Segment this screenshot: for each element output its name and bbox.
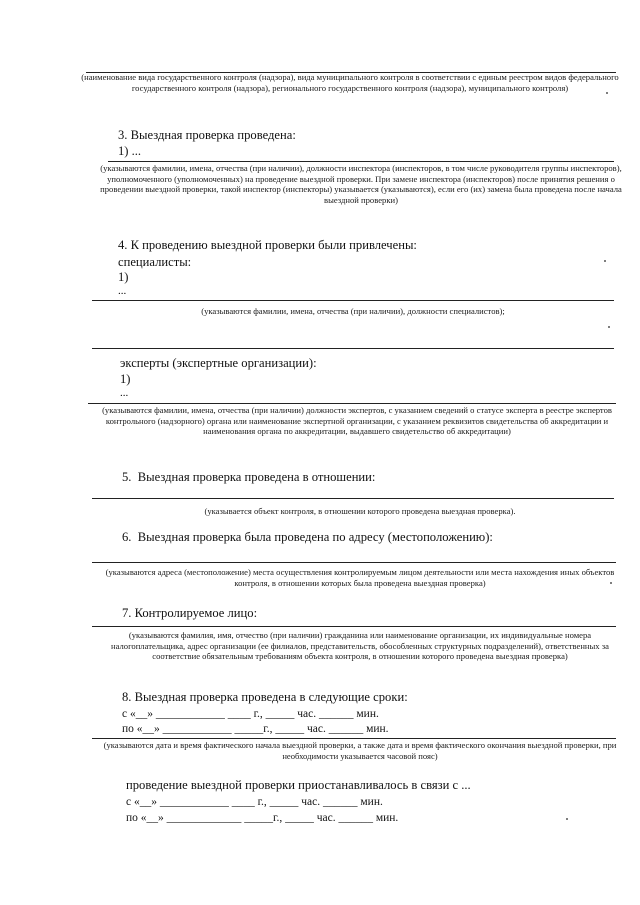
section-8-to-line: по «__» ____________ _____г., _____ час. ______ мин. [122,723,389,735]
section-8-from-line: с «__» ____________ ____ г., _____ час. ______ мин. [122,708,379,720]
experts-more: ... [120,387,129,399]
experts-caption: (указываются фамилии, имена, отчества (при наличии) должности экспертов, с указанием сведений о статусе эксперта в реестре экспертов контрольного (надзорного) органа или наименование экспертной организации, с указанием реквизитов свидетельства об аккредитации и наименования органа по аккредитации, выдавшего свидетельство об аккредитации) [102,405,612,437]
experts-label: эксперты (экспертные организации): [120,356,317,370]
section-6-title: 6. Выездная проверка была проведена по адресу (местоположению): [122,530,493,544]
experts-item: 1) [120,372,131,386]
header-caption: (наименование вида государственного контроля (надзора), вида муниципального контроля в соответствии с единым реестром видов федерального государственного контроля (надзора), регионального государственного контроля (надзора), муниципального контроля) [81,72,619,93]
section-7-title: 7. Контролируемое лицо: [122,606,258,620]
specialists-more: ... [118,285,127,297]
section-4-title: 4. К проведению выездной проверки были привлечены: [118,238,417,252]
suspension-to-line: по «__» _____________ _____г., _____ час. ______ мин. [126,812,399,824]
section-5-title: 5. Выездная проверка проведена в отношении: [122,470,376,484]
suspension-title: проведение выездной проверки приостанавливалось в связи с ... [126,778,471,792]
scan-speck [566,818,568,820]
specialists-rule-2 [92,348,614,349]
suspension-from-line: с «__» ____________ ____ г., _____ час. ______ мин. [126,796,383,808]
section-8-title: 8. Выездная проверка проведена в следующие сроки: [122,690,408,704]
section-5-caption: (указывается объект контроля, в отношении которого проведена выездная проверка). [204,506,516,516]
section-3-item: 1) ... [118,144,142,158]
section-7-rule [92,626,616,627]
specialists-label: специалисты: [118,255,192,269]
scan-speck [610,582,612,584]
specialists-item: 1) [118,270,129,284]
section-8-caption: (указываются дата и время фактического начала выездной проверки, а также дата и время фактического окончания выездной проверки, при необходимости указывается часовой пояс) [103,740,617,761]
section-3-rule [108,161,614,162]
section-7-caption: (указываются фамилия, имя, отчество (при наличии) гражданина или наименование организации, их индивидуальные номера налогоплательщика, адрес организации (ее филиалов, представительств, обособленных структурных подразделений), ответственных за соответствие обязательным требованиям объекта контроля, в отношении которого проведена выездная проверка) [111,630,609,662]
experts-rule [88,403,616,404]
section-3-title: 3. Выездная проверка проведена: [118,128,296,142]
section-3-caption: (указываются фамилии, имена, отчества (при наличии), должности инспектора (инспекторов, в том числе руководителя группы инспекторов), уполномоченного (уполномоченных) на проведение выездной проверки. При замене инспектора (инспекторов) после принятия решения о проведении выездной проверки, такой инспектор (инспекторы) указывается (указываются), если его (их) замена была проведена после начала выездной проверки) [100,163,622,205]
scan-speck [604,260,606,262]
section-8-rule [92,738,616,739]
specialists-rule [92,300,614,301]
section-5-rule [92,498,614,499]
scan-speck [608,326,610,328]
section-6-caption: (указываются адреса (местоположение) места осуществления контролируемым лицом деятельности или места нахождения иных объектов контроля, в отношении которых была проведена выездная проверка) [105,567,615,588]
scan-speck [606,92,608,94]
specialists-caption: (указываются фамилии, имена, отчества (при наличии), должности специалистов); [201,306,505,316]
section-6-rule [92,562,616,563]
